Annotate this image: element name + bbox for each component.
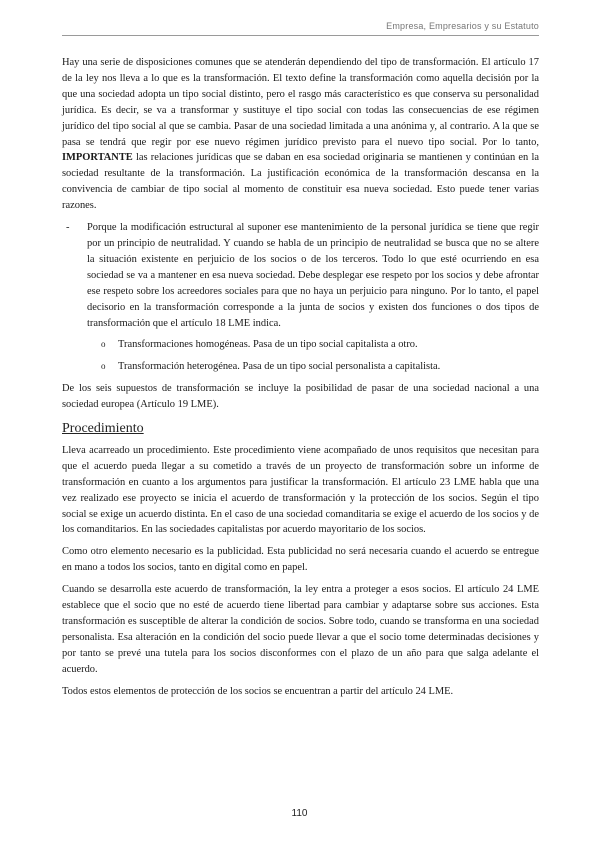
sub-item-text: Transformaciones homogéneas. Pasa de un tipo social capitalista a otro. xyxy=(118,339,418,351)
paragraph-protection: Cuando se desarrolla este acuerdo de transformación, la ley entra a proteger a esos socios. El artículo 24 LME establece que el socio que no esté de acuerdo tiene libertad para cambiar y adaptarse sobre sus acciones. Esta transformación es susceptible de alterar la condición de socios. Sobre todo, cuando se transforma en una sociedad personalista. Esa alteración en la condición del socio puede llevar a que el socio tome determinadas decisiones y por tanto se prevé una tutela para los socios disconformes con el plazo de un año para que salga adelante el acuerdo. xyxy=(62,584,539,675)
sub-item-heterogeneous xyxy=(62,359,539,375)
section-heading: Procedimiento xyxy=(62,421,144,437)
bullet-text: Porque la modificación estructural al suponer ese mantenimiento de la personal jurídica se tiene que regir por un principio de neutralidad. Y cuando se habla de un principio de neutralidad se busca que no se altere la situación existente en perjuicio de los socios o de los terceros. Todo lo que esté ocurriendo en esa sociedad se va a mantener en esa nueva sociedad. Debe desplegar ese respeto por los socios y debe afrontar ese respeto sobre los acreedores sociales para que no haya un perjuicio para ninguno. Por lo tanto, el papel decisorio en la transformación corresponde a la junta de socios y existen dos funciones o dos tipos de transformación que el artículo 18 LME indica. xyxy=(87,222,539,329)
paragraph-intro-text: Hay una serie de disposiciones comunes que se atenderán dependiendo del tipo de transformación. El artículo 17 de la ley nos lleva a lo que es la transformación. El texto define la transformación como aquella decisión por la que una sociedad adopta un tipo social distinto, pero el rasgo más característico es que conserva su personalidad jurídica. Es decir, se va a transformar y sustituye el tipo social con todas las consecuencias de ese régimen jurídico del tipo social al que se cambia. Pasar de una sociedad limitada a una anónima y, al contrario. A la que se pasa se tendrá que regir por ese nuevo régimen jurídico previsto para el nuevo tipo social. Por lo tanto, xyxy=(62,57,539,148)
important-emphasis: IMPORTANTE xyxy=(62,152,133,164)
bullet-dash: - xyxy=(66,222,70,234)
sub-bullet-marker: o xyxy=(101,339,106,350)
running-header: Empresa, Empresarios y su Estatuto xyxy=(386,21,539,31)
paragraph-closing: Todos estos elementos de protección de los socios se encuentran a partir del artículo 24 LME. xyxy=(62,685,454,697)
sub-item-homogeneous xyxy=(62,337,539,353)
paragraph-european: De los seis supuestos de transformación se incluye la posibilidad de pasar de una sociedad nacional a una sociedad europea (Artículo 19 LME). xyxy=(62,383,539,411)
page-number: 110 xyxy=(291,808,308,819)
page-body xyxy=(62,55,539,700)
header-rule xyxy=(62,35,539,36)
sub-bullet-marker: o xyxy=(101,361,106,372)
paragraph-publicity: Como otro elemento necesario es la publicidad. Esta publicidad no será necesaria cuando el acuerdo se entregue en mano a todos los socios, tanto en digital como en papel. xyxy=(62,546,539,574)
sub-item-text: Transformación heterogénea. Pasa de un tipo social personalista a capitalista. xyxy=(118,361,441,373)
paragraph-intro xyxy=(62,55,539,214)
paragraph-intro-rest: las relaciones jurídicas que se daban en esa sociedad originaria se mantienen y continúan en la sociedad resultante de la transformación. La justificación económica de la transformación descansa en la convivencia de cambiar de tipo social al momento de constituir esa nueva sociedad. Esto puede tener varias razones. xyxy=(62,152,539,212)
paragraph-procedure: Lleva acarreado un procedimiento. Este procedimiento viene acompañado de unos requisitos que necesitan para que el acuerdo pueda llegar a su cometido a través de un proyecto de transformación sobre un informe de transformación en cuanto a los argumentos para justificar la transformación. El artículo 23 LME habla que una vez realizado ese proyecto se inicia el acuerdo de transformación y la protección de los socios. Según el tipo social se exige un acuerdo distinta. En el caso de una sociedad comanditaria se exige el acuerdo de los socios y de los comanditarios. En las sociedades capitalistas por acuerdo mayoritario de los socios. xyxy=(62,444,539,536)
bullet-item xyxy=(62,220,539,331)
